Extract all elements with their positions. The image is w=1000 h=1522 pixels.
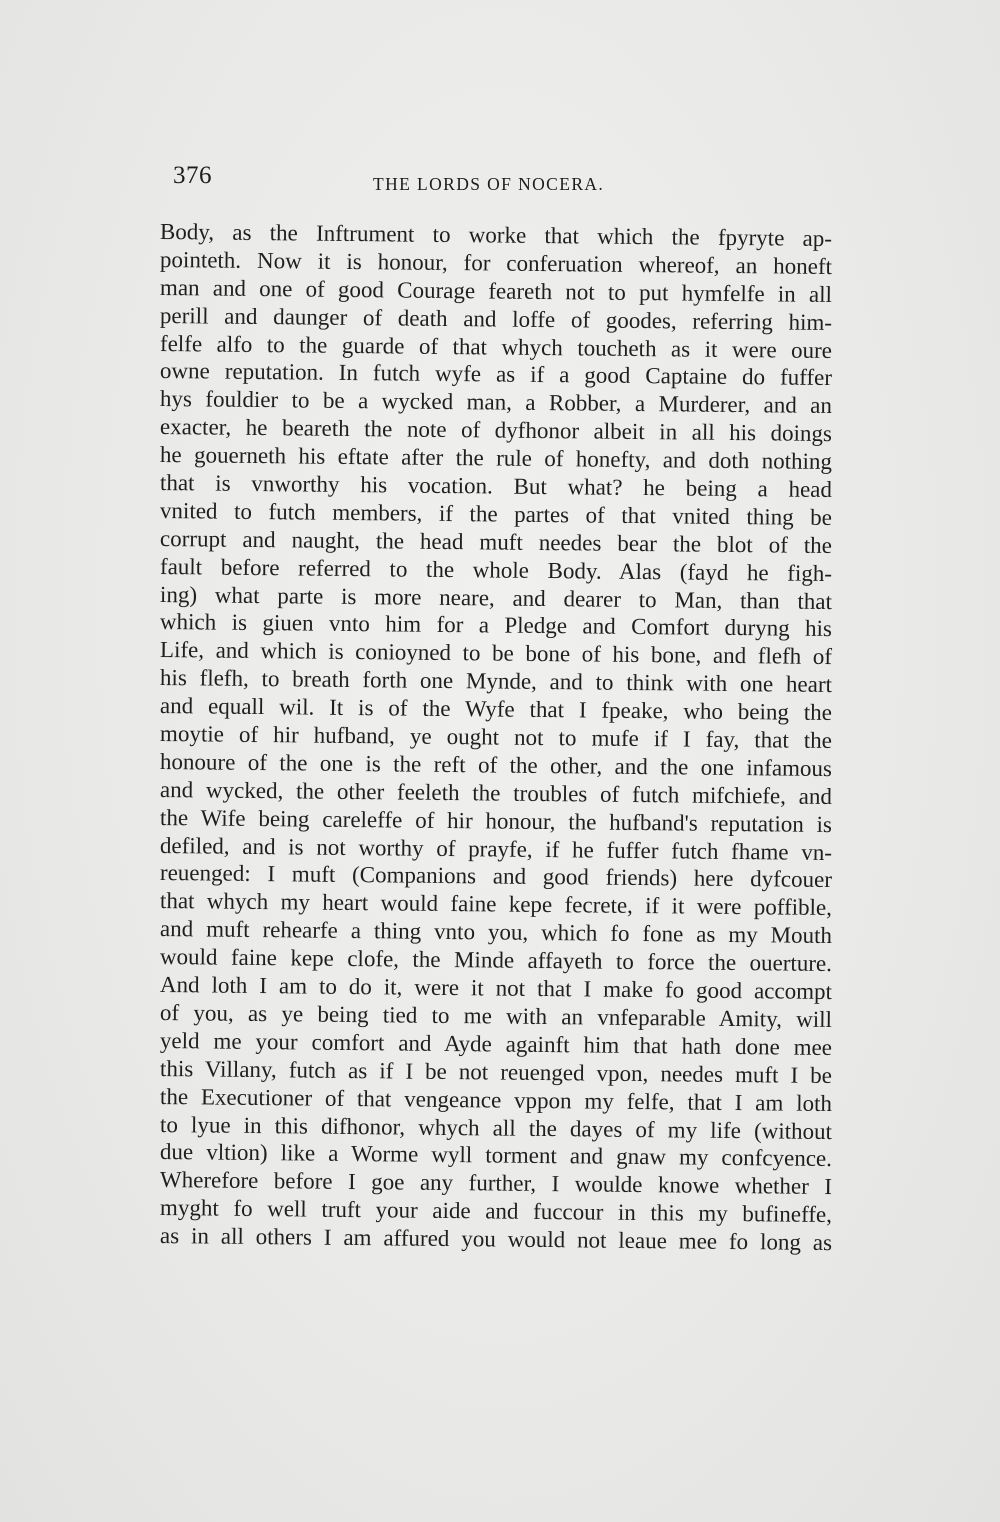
text-line: yeld me your comfort and Ayde againft him that hath done mee [159,1027,833,1060]
text-line: and muft rehearfe a thing vnto you, which fo fone as my Mouth [159,916,833,949]
text-line: ing) what parte is more neare, and dearer to Man, than that [159,581,833,614]
text-line: due vltion) like a Worme wyll torment and gnaw my confcyence. [159,1139,833,1172]
text-line: and equall wil. It is of the Wyfe that I fpeake, who being the [159,693,833,726]
text-line: exacter, he beareth the note of dyfhonor albeit in all his doings [159,414,833,447]
text-line: the Wife being careleffe of hir honour, the hufband's reputation is [159,804,833,837]
text-line: and wycked, the other feeleth the troubles of futch mifchiefe, and [159,776,833,809]
text-line: corrupt and naught, the head muft needes bear the blot of the [159,525,833,558]
text-line: hys fouldier to be a wycked man, a Robber, a Murderer, and an [159,386,833,419]
text-line: that whych my heart would faine kepe fecrete, if it were poffible, [159,888,833,921]
text-line: Wherefore before I goe any further, I woulde knowe whether I [159,1167,833,1200]
text-line: moytie of hir hufband, ye ought not to mufe if I fay, that the [159,721,833,754]
running-title: THE LORDS OF NOCERA. [373,174,605,194]
text-line: his flefh, to breath forth one Mynde, and to think with one heart [159,665,833,698]
text-line: Body, as the Inftrument to worke that which the fpyryte ap- [159,219,833,252]
text-line: pointeth. Now it is honour, for conferuation whereof, an honeft [159,246,833,279]
text-line: felfe alfo to the guarde of that whych toucheth as it were oure [159,330,833,363]
text-line: honoure of the one is the reft of the other, and the one infamous [159,748,833,781]
text-line: And loth I am to do it, were it not that I make fo good accompt [159,972,833,1005]
body-text [159,218,833,1256]
text-line: defiled, and is not worthy of prayfe, if he fuffer futch fhame vn- [159,832,833,865]
text-line: of you, as ye being tied to me with an vnfeparable Amity, will [159,999,833,1032]
page-number: 376 [173,162,212,189]
text-line: Life, and which is conioyned to be bone of his bone, and flefh of [159,637,833,670]
text-line: he gouerneth his eftate after the rule of honefty, and doth nothing [159,442,833,475]
text-line: to lyue in this difhonor, whych all the dayes of my life (without [159,1111,833,1144]
text-line: which is giuen vnto him for a Pledge and Comfort duryng his [159,609,833,642]
text-line: the Executioner of that vengeance vppon my felfe, that I am loth [159,1083,833,1116]
text-line: vnited to futch members, if the partes of that vnited thing be [159,497,833,530]
text-line: myght fo well truft your aide and fuccour in this my bufineffe, [159,1195,833,1228]
text-line: fault before referred to the whole Body. Alas (fayd he figh- [159,553,833,586]
text-line: this Villany, futch as if I be not reuenged vpon, needes muft I be [159,1055,833,1088]
text-line: would faine kepe clofe, the Minde affayeth to force the ouerture. [159,944,833,977]
text-line: man and one of good Courage feareth not to put hymfelfe in all [159,274,833,307]
text-line: reuenged: I muft (Companions and good friends) here dyfcouer [159,860,833,893]
text-line: perill and daunger of death and loffe of goodes, referring him- [159,302,833,335]
text-line: as in all others I am affured you would not leaue mee fo long as [159,1223,833,1256]
text-line: that is vnworthy his vocation. But what? he being a head [159,470,833,503]
running-head [173,162,833,202]
text-line: owne reputation. In futch wyfe as if a good Captaine do fuffer [159,358,833,391]
